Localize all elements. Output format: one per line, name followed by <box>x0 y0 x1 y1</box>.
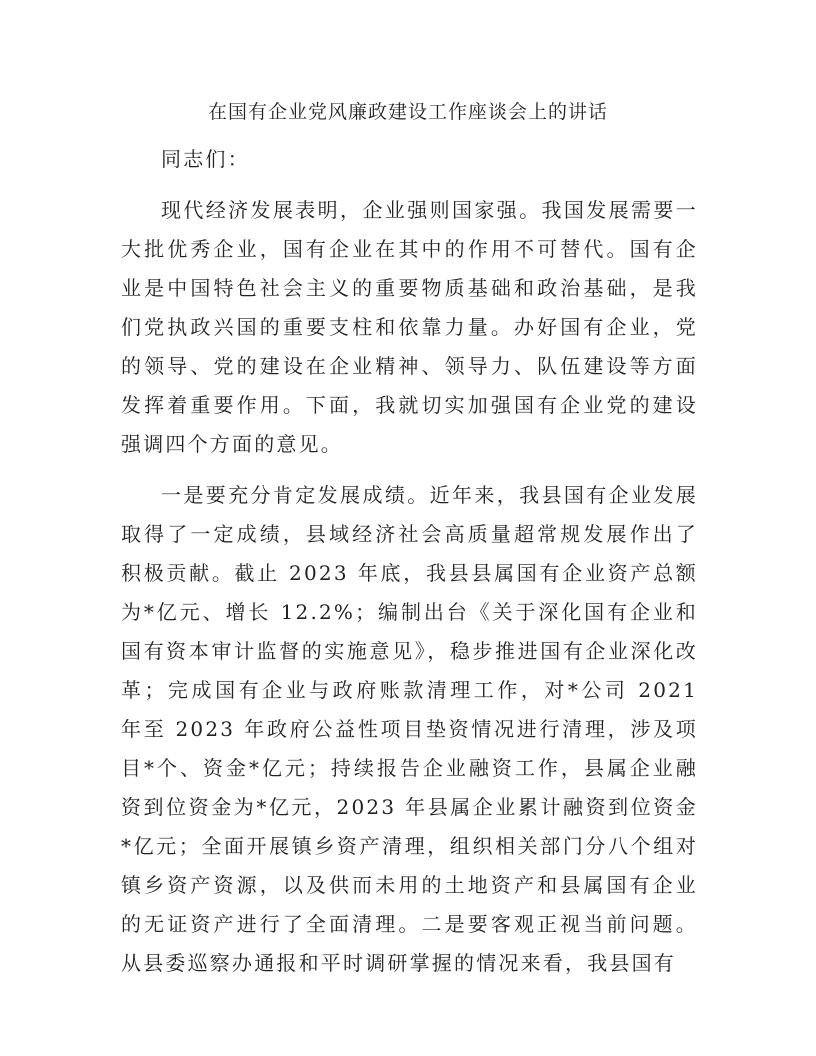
document-title: 在国有企业党风廉政建设工作座谈会上的讲话 <box>207 101 608 123</box>
paragraph-1: 现代经济发展表明，企业强则国家强。我国发展需要一大批优秀企业，国有企业在其中的作用不可替代。国有企业是中国特色社会主义的重要物质基础和政治基础，是我们党执政兴国的重要支柱和依靠力量。办好国有企业，党的领导、党的建设在企业精神、领导力、队伍建设等方面发挥着重要作用。下面，我就切实加强国有企业党的建设强调四个方面的意见。 <box>121 198 698 456</box>
document-body <box>121 140 698 983</box>
salutation: 同志们： <box>161 147 250 171</box>
paragraph-2: 一是要充分肯定发展成绩。近年来，我县国有企业发展取得了一定成绩，县域经济社会高质量超常规发展作出了积极贡献。截止 2023 年底，我县县属国有企业资产总额为*亿元、增长 12.2%；编制出台《关于深化国有企业和国有资本审计监督的实施意见》，稳步推进国有企业深化改革；完成国有企业与政府账款清理工作，对*公司 2021 年至 2023 年政府公益性项目垫资情况进行清理，涉及项目*个、资金*亿元；持续报告企业融资工作，县属企业融资到位资金为*亿元，2023 年县属企业累计融资到位资金*亿元；全面开展镇乡资产清理，组织相关部门分八个组对镇乡资产资源，以及供而未用的土地资产和县属国有企业的无证资产进行了全面清理。二是要客观正视当前问题。从县委巡察办通报和平时调研掌握的情况来看，我县国有 <box>121 483 698 975</box>
